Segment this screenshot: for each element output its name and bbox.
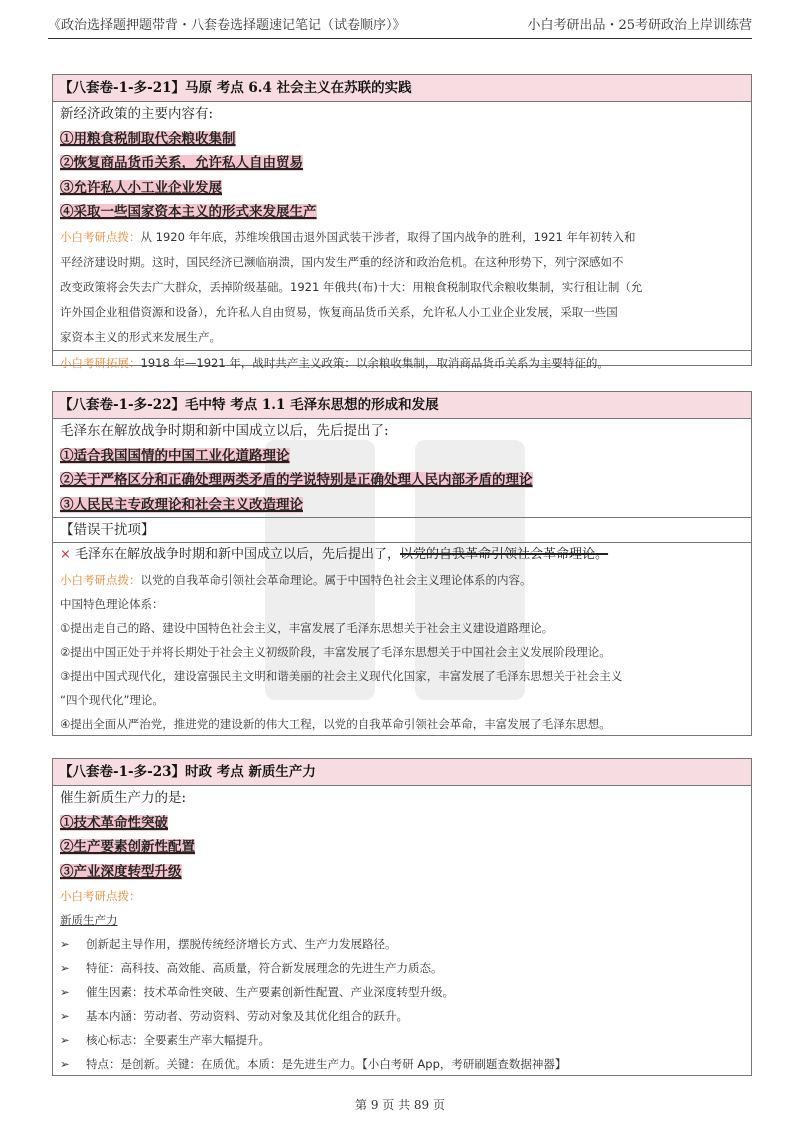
bullet-item	[53, 1052, 751, 1076]
bullet-text: 特点：是创新。关键：在质优。本质：是先进生产力。【小白考研 App，考研刷题查数据神器】	[86, 1057, 567, 1071]
error-section-label: 【错误干扰项】	[60, 522, 155, 538]
system-label: 中国特色理论体系：	[60, 596, 164, 611]
arrow-icon: ➢	[60, 1033, 70, 1047]
answer-item	[53, 176, 751, 201]
answer-item	[53, 151, 751, 176]
arrow-icon: ➢	[60, 937, 70, 951]
bullet-item	[53, 980, 751, 1004]
tip-line: 平经济建设时期。这时，国民经济已濒临崩溃，国内发生严重的经济和政治危机。在这种形势下，列宁深感如不	[60, 254, 624, 269]
answer-text: ④采取一些国家资本主义的形式来发展生产	[60, 204, 317, 220]
sub-title: 新质生产力	[60, 913, 118, 927]
answer-item	[53, 127, 751, 152]
bullet-text: 特征：高科技、高效能、高质量，符合新发展理念的先进生产力质态。	[86, 961, 443, 975]
question-box-22	[52, 391, 752, 736]
arrow-icon: ➢	[60, 961, 70, 975]
question-box-23	[52, 758, 752, 1076]
tip-paragraph	[53, 225, 751, 350]
tip-paragraph	[53, 568, 751, 736]
answer-text: ①技术革命性突破	[60, 814, 168, 831]
wrong-mark-icon: ×	[60, 547, 71, 562]
bullet-item	[53, 1004, 751, 1028]
answer-text: ②恢复商品货币关系，允许私人自由贸易	[60, 155, 303, 171]
tip-label: 小白考研点拨：	[60, 572, 141, 587]
tip-line: 家资本主义的形式来发展生产。	[60, 329, 221, 344]
bullet-item	[53, 1028, 751, 1052]
tip-line: 许外国企业租借资源和设备），允许私人自由贸易，恢复商品货币关系，允许私人小工业企业发展，采取一些国	[60, 304, 618, 319]
arrow-icon: ➢	[60, 1057, 70, 1071]
extension-text: 1918 年—1921 年，战时共产主义政策：以余粮收集制，取消商品货币关系为主要特征的。	[140, 355, 609, 370]
answer-item	[53, 811, 751, 836]
answer-text: ③人民民主专政理论和社会主义改造理论	[60, 496, 303, 513]
error-strikethrough-text: 以党的自我革命引领社会革命理论。	[400, 547, 609, 562]
system-point: “四个现代化”理论。	[60, 692, 164, 707]
answer-item	[53, 860, 751, 885]
tip-text: 以党的自我革命引领社会革命理论。属于中国特色社会主义理论体系的内容。	[140, 572, 532, 587]
extension-label: 小白考研拓展：	[60, 355, 141, 370]
answer-text: ③产业深度转型升级	[60, 863, 182, 880]
bullet-text: 创新起主导作用，摆脱传统经济增长方式、生产力发展路径。	[86, 937, 397, 951]
extension-note	[53, 351, 751, 375]
answer-text: ②生产要素创新性配置	[60, 839, 195, 855]
bullet-text: 催生因素：技术革命性突破、生产要素创新性配置、产业深度转型升级。	[86, 985, 454, 999]
system-point: ①提出走自己的路、建设中国特色社会主义，丰富发展了毛泽东思想关于社会主义建设道路理论。	[60, 620, 554, 635]
tip-line: 改变政策将会失去广大群众，丢掉阶级基础。1921 年俄共(布)十大：用粮食税制取代余粮收集制，实行租让制（允	[60, 279, 643, 294]
question-title: 【八套卷-1-多-23】时政 考点 新质生产力	[53, 759, 751, 786]
tip-paragraph	[53, 884, 751, 932]
bullet-text: 基本内涵：劳动者、劳动资料、劳动对象及其优化组合的跃升。	[86, 1009, 408, 1023]
answer-item	[53, 468, 751, 493]
question-stem: 新经济政策的主要内容有:	[60, 106, 214, 122]
tip-label: 小白考研点拨：	[60, 889, 141, 903]
answer-text: ①用粮食税制取代余粮收集制	[60, 130, 236, 147]
page-footer: 第 9 页 共 89 页	[355, 1098, 445, 1112]
answer-item	[53, 835, 751, 860]
question-stem: 催生新质生产力的是:	[60, 790, 187, 806]
page-header	[48, 10, 752, 36]
arrow-icon: ➢	[60, 1009, 70, 1023]
answer-text: ③允许私人小工业企业发展	[60, 179, 222, 196]
tip-label: 小白考研点拨：	[60, 229, 141, 244]
answer-item	[53, 444, 751, 469]
error-option	[53, 543, 751, 568]
system-point: ④提出全面从严治党，推进党的建设新的伟大工程，以党的自我革命引领社会革命，丰富发展了毛泽东思想。	[60, 716, 611, 731]
question-title: 【八套卷-1-多-22】毛中特 考点 1.1 毛泽东思想的形成和发展	[53, 392, 751, 419]
header-left-title: 《政治选择题押题带背・八套卷选择题速记笔记（试卷顺序）》	[48, 17, 406, 33]
bullet-item	[53, 956, 751, 980]
question-box-21	[52, 74, 752, 370]
bullet-text: 核心标志：全要素生产率大幅提升。	[86, 1033, 270, 1047]
header-rule	[48, 38, 752, 39]
answer-item	[53, 493, 751, 518]
header-right-title: 小白考研出品・25考研政治上岸训练营	[527, 17, 752, 33]
question-title: 【八套卷-1-多-21】马原 考点 6.4 社会主义在苏联的实践	[53, 75, 751, 102]
error-text: 毛泽东在解放战争时期和新中国成立以后，先后提出了，	[70, 547, 401, 562]
arrow-icon: ➢	[60, 985, 70, 999]
question-stem: 毛泽东在解放战争时期和新中国成立以后，先后提出了:	[60, 423, 389, 439]
answer-text: ②关于严格区分和正确处理两类矛盾的学说特别是正确处理人民内部矛盾的理论	[60, 472, 533, 488]
system-point: ②提出中国正处于并将长期处于社会主义初级阶段，丰富发展了毛泽东思想关于中国社会主义发展阶段理论。	[60, 644, 611, 659]
system-point: ③提出中国式现代化，建设富强民主文明和谐美丽的社会主义现代化国家，丰富发展了毛泽东思想关于社会主义	[60, 668, 623, 683]
tip-line: 从 1920 年年底，苏维埃俄国击退外国武装干涉者，取得了国内战争的胜利，1921 年年初转入和	[140, 229, 636, 244]
answer-text: ①适合我国国情的中国工业化道路理论	[60, 447, 290, 464]
answer-item	[53, 200, 751, 225]
bullet-item	[53, 932, 751, 956]
